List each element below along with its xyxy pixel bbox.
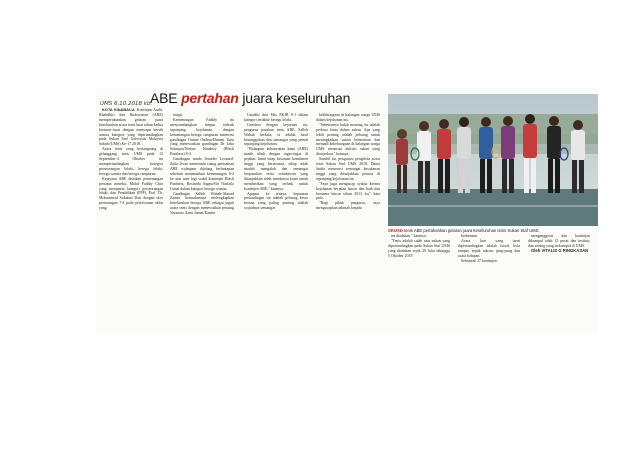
article-column-5 — [388, 234, 450, 259]
photo-caption — [388, 228, 598, 233]
paragraph: "Tenis adalah salah satu sukan yang dipertandingkan pada Sukan Staf UMS yang diadakan sejak 29 Julai sehingga 5 Oktober 2018 — [388, 238, 450, 258]
paragraph: Gandingan Salleh Wahab-Ahmad Zainin kemudiannya melengkapkan keseluruhan beregu ABE sebagai jaguh acara tenis dengan menewaskan pesaing Veranato Azmi Jumat/Kamin — [170, 191, 234, 216]
byline: Oleh VITALIS G RINGKASAN — [531, 247, 589, 253]
article-column-1 — [99, 108, 163, 211]
paragraph: Apapun ke tenaya, kepuasan pertandingan ini adalah peluang besar kerana yang paling penting adalah wujudnya semangat — [244, 191, 308, 211]
article-column-2 — [170, 113, 234, 216]
article-column-4 — [316, 113, 380, 211]
article-headline — [150, 90, 350, 106]
article-column-7 — [528, 234, 590, 254]
paragraph: Sambil itu, pengurusi pengelola acara tenis Sukan Staf UMS 2018, Dania Jaulin menerusi semangat kesukanan tinggi yang ditunjukkan peserta di sepanjang kejohanan ini. — [316, 157, 380, 181]
paragraph: "Sebenarnya kalah menang itu adalah perkara biasa dalam sukan. Apa yang lebih penting adalah peluang untuk meningkatkan sukan bermainan dan menjadi kekeluargaan di kalangan warga UMS menerusi aktiviti sukan yang dianjurkan," katanya. — [316, 122, 380, 157]
headline-part-1: ABE — [150, 90, 182, 106]
paragraph: Gandingan muda Jennifer Leonard-Zulia Jiwin memenuhi ruang permainan ABE walaupun dijulang berlantapan sebelum menamatkan kemenangan 8-4 ke atas ante lagi wakil kontinjen Black Panthers, Rosfinda Sagau/Siti Nurlaila Limat dalam kategori beregu wanita. — [170, 157, 234, 191]
paragraph: ini diadakan," katanya. — [391, 234, 427, 238]
paragraph: "Walaupun kebanyakan kami (ABE) masih sibuk dengan tugas-tugas di pejabat, kami tetap kesatuan komitmen tinggi yang berterusan, sikap tidak mudah mengalah dan semangat berpasukan serta setiakawan yang ditunjukkan telah membawa kami untuk memberikan yang terbaik untuk kontinjen ABE," katanya. — [244, 147, 308, 191]
paragraph: "Saya juga mengucap syukur kerana kejohanan berjalan lancar dan baik dan bersama lancar tahun 2013 itu," kata pula. — [316, 181, 380, 201]
paragraph: kekeluargaan di kalangan warga UMS dalam kejohanan ini. — [316, 113, 380, 122]
paragraph: Kemenangan Fadhly itu menyumbangkan tempat terbaik sepanjang kejohanan dengan kemenangan beregu campuran menerusi gandingan Oamie Ombuu/Damen Tuna yang menewaskan gandingan Dr Jabu Salanjon/Nirtaro Hutabiry (Black Panthers) 8-4. — [170, 117, 234, 157]
paragraph: menganggotai dan kontinjen dikumpul ialah 15 pusat dan institut, dan seiring yang terkumpul di UMS. — [528, 234, 590, 248]
team-photo — [388, 94, 598, 226]
headline-part-2: juara keseluruhan — [238, 90, 351, 106]
caption-lead: SKUAD — [388, 228, 403, 233]
paragraph: Kontinjen Audit, Rhabdhiri dan Budowman (ABE) mempertahankan gelaran juara keseluruhan acara tenis buat tahun kedua berturut-turut dengan menyapu bersih semua kategori yang dipertandingkan pada Sukan Staf Universiti Malaysia Sabah (UMS) Ke-17 2018. — [99, 108, 164, 147]
team-photo-illustration — [388, 94, 598, 226]
paragraph: Sebanyak 17 kontinjen — [461, 258, 497, 263]
paragraph: Acara tenis yang berlangsung di gelanggang tenis UMS pada 13 September-4 Oktober itu mempertandingkan kategori perseorangan lelaki, beregu lelaki, beregu wanita dan beregu campuran. — [99, 147, 163, 176]
article-column-3 — [244, 113, 308, 211]
article-column-6 — [458, 234, 520, 263]
paragraph: "Bagi pihak pengurus, saya mengucapkan tahniah kepada — [316, 201, 380, 211]
paragraph: Acara lain yang turut dipertandingkan adalah futsal, bola tampar, sepak takraw, ping-pong dan acara balapan. — [458, 238, 520, 258]
paragraph: Gembira dengan kejayaan itu, pengurus pasukan tenis ABE, Salleh Wahab berkata, ia adalah hasil kesungguhan dan semangat yang penuh sepanjang kejohanan. — [244, 122, 308, 147]
headline-highlight: pertahan — [181, 90, 239, 106]
handwritten-date-note: UMS 6.10.2018 kb. — [100, 101, 153, 107]
paragraph: sengit. — [173, 113, 184, 117]
dateline: KOTA KINABALU: — [102, 107, 136, 112]
paragraph: berkenaan. — [461, 234, 478, 238]
paragraph: Kejayaan ABE diraikan pemenangan pertama mereka, Mohd Fadhly Chin yang menjuarai kategori perseorangan lelaki, dan Pendidikan (FPP), Prof. Dr. Mohammad Sukaimi Dari dengan skor pertarungan 7-4 pada perlawanan akhir yang — [99, 176, 163, 211]
paragraph: Umakhi dari Mix PKJB 8-1 dalam kategori terakhir beregu lelaki. — [244, 113, 308, 122]
caption-text: tenis ABE pertahankan gelaran juara keseluruhan tenis Sukan Staf UMS. — [402, 228, 540, 233]
